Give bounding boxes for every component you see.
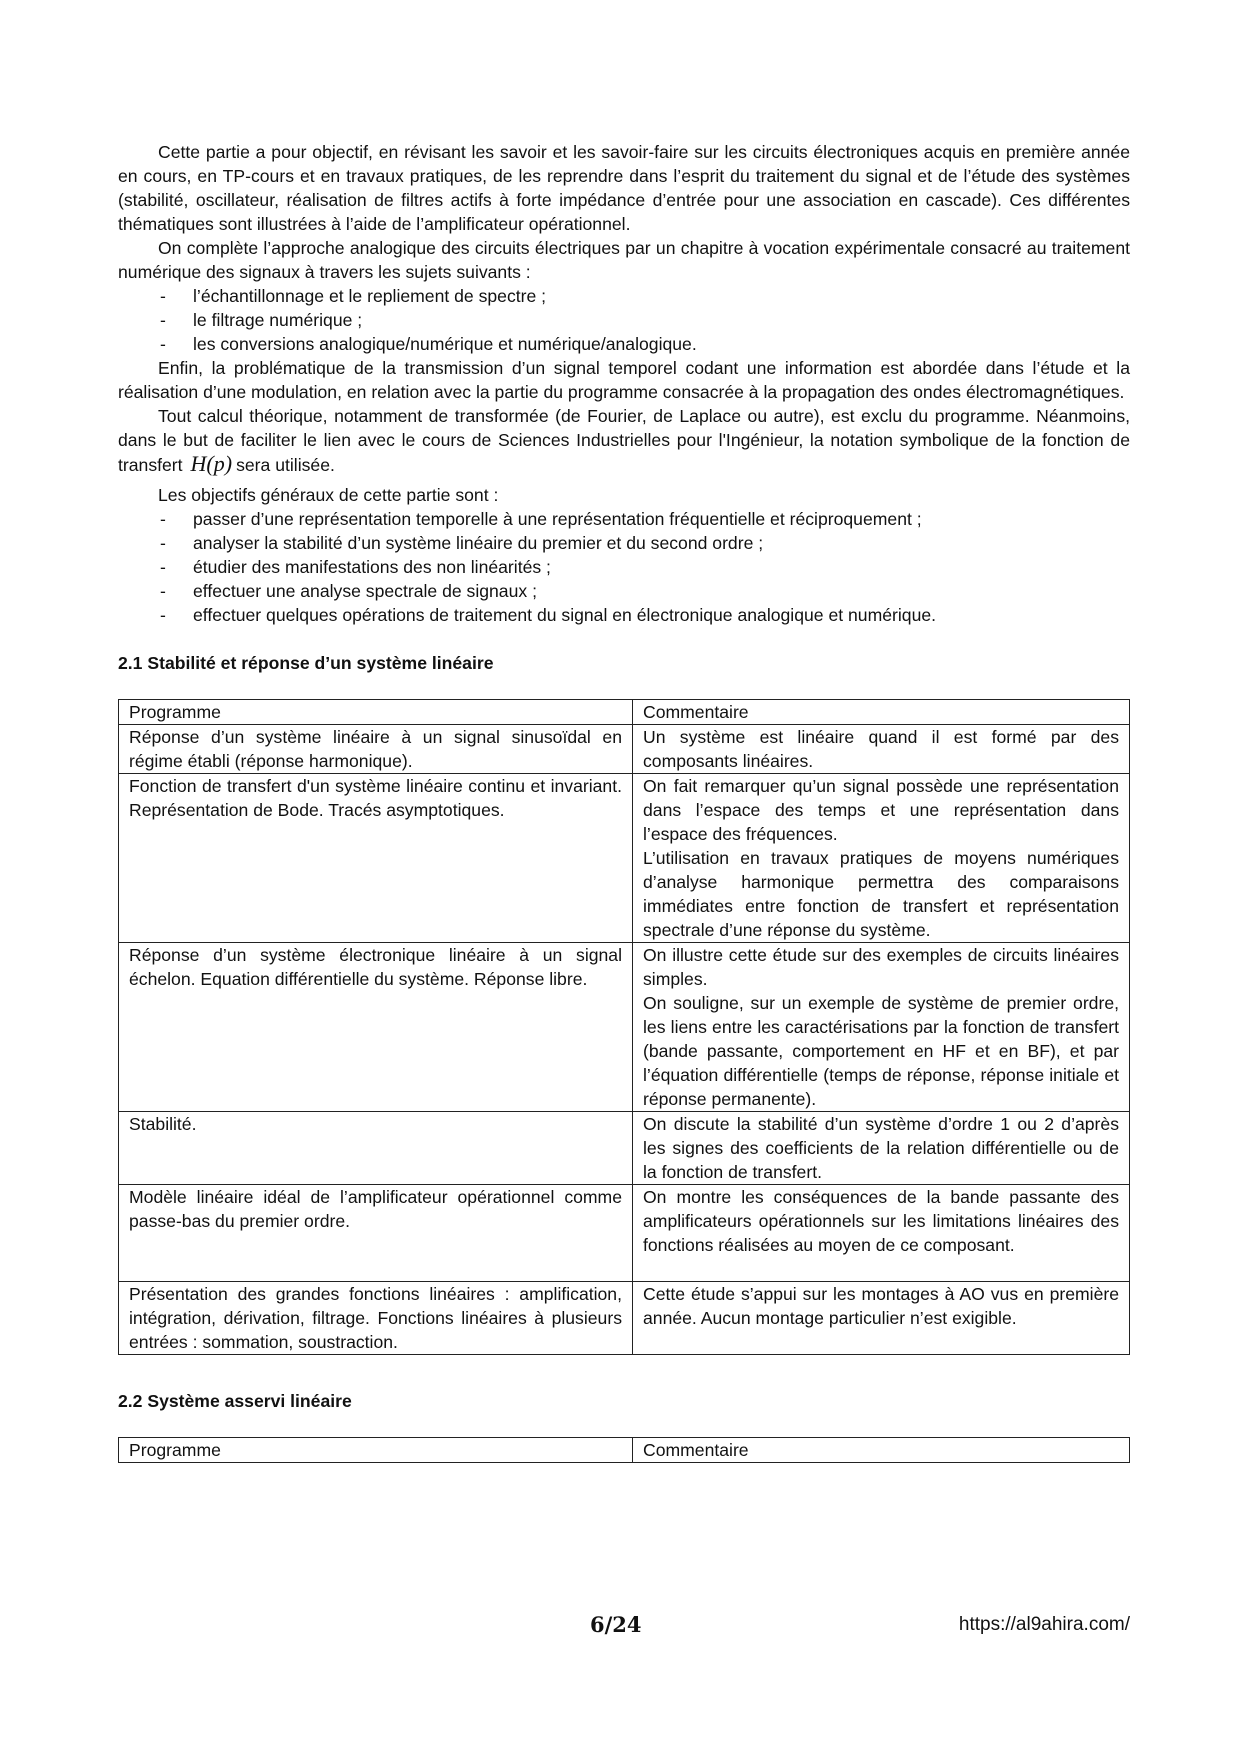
page-number: 6/24 [590, 1612, 642, 1637]
commentaire-cell [633, 1185, 1130, 1282]
section-2-2-table [118, 1437, 1130, 1463]
list-item: - passer d’une représentation temporelle à une représentation fréquentielle et réciproquement ; [118, 507, 1130, 531]
intro-paragraph-2: On complète l’approche analogique des circuits électriques par un chapitre à vocation expérimentale consacré au traitement numérique des signaux à travers les sujets suivants : [118, 238, 1130, 282]
programme-cell: Modèle linéaire idéal de l’amplificateur opérationnel comme passe-bas du premier ordre. [119, 1185, 633, 1282]
comment-text: Cette étude s’appui sur les montages à AO vus en première année. Aucun montage particulier n’est exigible. [643, 1284, 1119, 1328]
comment-text: L’utilisation en travaux pratiques de moyens numériques d’analyse harmonique permettra des comparaisons immédiates entre fonction de transfert et représentation spectrale d’une réponse du système. [643, 848, 1119, 940]
header-programme: Programme [119, 700, 633, 725]
programme-cell: Réponse d’un système électronique linéaire à un signal échelon. Equation différentielle du système. Réponse libre. [119, 943, 633, 1112]
objectives-lead: Les objectifs généraux de cette partie sont : [158, 485, 499, 505]
objectives-list [118, 507, 1130, 627]
intro-paragraph-3: Enfin, la problématique de la transmission d’un signal temporel codant une information est abordée dans l’étude et la réalisation d’une modulation, en relation avec la partie du programme consacrée à la propagation des ondes électromagnétiques. [118, 358, 1130, 402]
list-item: - étudier des manifestations des non linéarités ; [118, 555, 1130, 579]
section-2-1-table [118, 699, 1130, 1355]
digital-topics-list [118, 284, 1130, 356]
commentaire-cell [633, 774, 1130, 943]
commentaire-cell [633, 1112, 1130, 1185]
table-row [119, 1112, 1130, 1185]
comment-text: On fait remarquer qu’un signal possède une représentation dans l’espace des temps et une représentation dans l’espace des fréquences. [643, 776, 1119, 844]
table-row [119, 1185, 1130, 1282]
header-commentaire: Commentaire [633, 1438, 1130, 1463]
document-page [118, 140, 1130, 1463]
comment-text: On montre les conséquences de la bande passante des amplificateurs opérationnels sur les limitations linéaires des fonctions réalisées au moyen de ce composant. [643, 1187, 1119, 1255]
comment-text: On souligne, sur un exemple de système de premier ordre, les liens entre les caractérisations par la fonction de transfert (bande passante, comportement en HF et en BF), et par l’équation différentielle (temps de réponse, réponse initiale et réponse permanente). [643, 993, 1119, 1109]
programme-cell: Stabilité. [119, 1112, 633, 1185]
header-programme: Programme [119, 1438, 633, 1463]
intro-paragraph-4-end: sera utilisée. [236, 455, 335, 475]
list-item: - les conversions analogique/numérique et numérique/analogique. [118, 332, 1130, 356]
section-2-1-title: 2.1 Stabilité et réponse d’un système linéaire [118, 653, 494, 673]
table-header-row [119, 700, 1130, 725]
table-row [119, 774, 1130, 943]
table-row [119, 943, 1130, 1112]
list-item: - l’échantillonnage et le repliement de spectre ; [118, 284, 1130, 308]
intro-paragraph-1: Cette partie a pour objectif, en révisant les savoir et les savoir-faire sur les circuits électroniques acquis en première année en cours, en TP-cours et en travaux pratiques, de les reprendre dans l’esprit du traitement du signal et de l’étude des systèmes (stabilité, oscillateur, réalisation de filtres actifs à forte impédance d’entrée pour une association en cascade). Ces différentes thématiques sont illustrées à l’aide de l’amplificateur opérationnel. [118, 142, 1130, 234]
table-row [119, 725, 1130, 774]
list-item: - le filtrage numérique ; [118, 308, 1130, 332]
site-url[interactable]: https://al9ahira.com/ [958, 1614, 1130, 1635]
table-row [119, 1282, 1130, 1355]
header-commentaire: Commentaire [633, 700, 1130, 725]
comment-text: On discute la stabilité d’un système d’ordre 1 ou 2 d’après les signes des coefficients de la relation différentielle ou de la fonction de transfert. [643, 1114, 1119, 1182]
list-item: - effectuer une analyse spectrale de signaux ; [118, 579, 1130, 603]
list-item: - effectuer quelques opérations de traitement du signal en électronique analogique et numérique. [118, 603, 1130, 627]
intro-paragraph-4 [118, 404, 1130, 477]
programme-cell: Fonction de transfert d'un système linéaire continu et invariant. Représentation de Bode. Tracés asymptotiques. [119, 774, 633, 943]
programme-cell: Réponse d’un système linéaire à un signal sinusoïdal en régime établi (réponse harmonique). [119, 725, 633, 774]
table-header-row [119, 1438, 1130, 1463]
intro-paragraph-4-text: Tout calcul théorique, notamment de transformée (de Fourier, de Laplace ou autre), est exclu du programme. Néanmoins, dans le but de faciliter le lien avec le cours de Sciences Industrielles pour l'Ingénieur, la notation symbolique de la fonction de transfert [118, 406, 1130, 475]
programme-cell: Présentation des grandes fonctions linéaires : amplification, intégration, dérivation, filtrage. Fonctions linéaires à plusieurs entrées : sommation, soustraction. [119, 1282, 633, 1355]
section-2-2-title: 2.2 Système asservi linéaire [118, 1391, 352, 1411]
comment-text: Un système est linéaire quand il est formé par des composants linéaires. [643, 727, 1119, 771]
commentaire-cell [633, 1282, 1130, 1355]
list-item: - analyser la stabilité d’un système linéaire du premier et du second ordre ; [118, 531, 1130, 555]
commentaire-cell [633, 943, 1130, 1112]
comment-text: On illustre cette étude sur des exemples de circuits linéaires simples. [643, 945, 1119, 989]
transfer-function-notation: H(p) [190, 451, 233, 476]
commentaire-cell [633, 725, 1130, 774]
